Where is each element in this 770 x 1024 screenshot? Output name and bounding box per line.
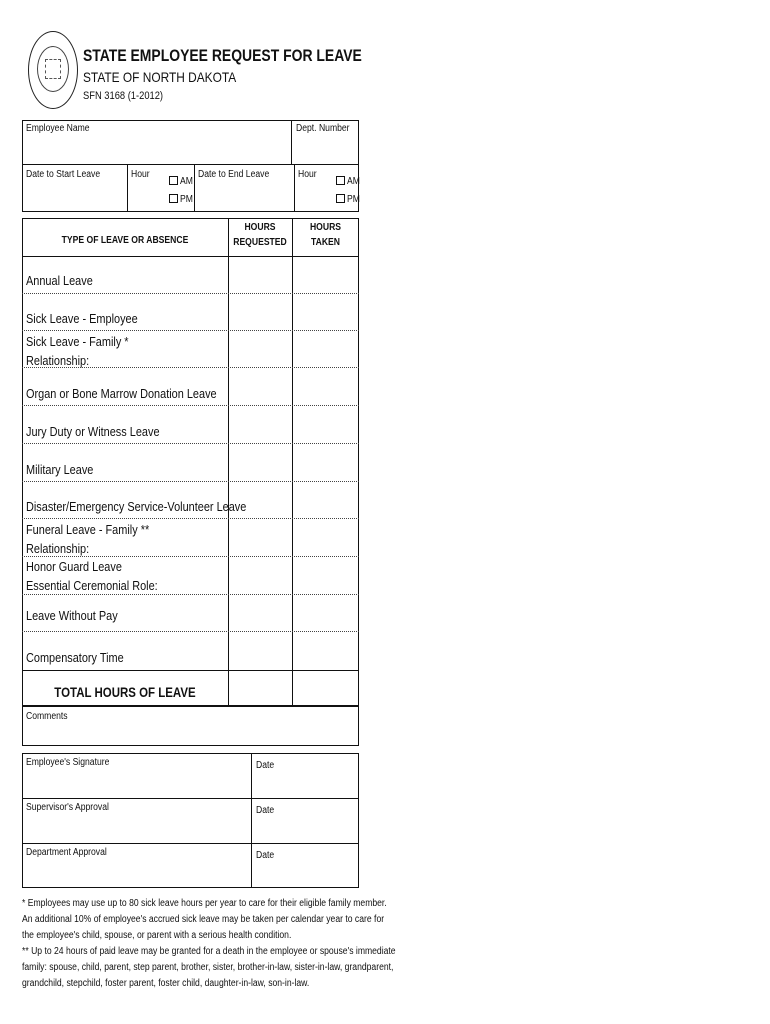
without-pay-hours-requested[interactable]: [229, 595, 291, 630]
end-am-label: AM: [347, 176, 360, 187]
funeral-hours-taken[interactable]: [293, 519, 358, 555]
military-hours-requested[interactable]: [229, 444, 291, 480]
leave-type-sick-family: Sick Leave - Family *: [26, 334, 129, 349]
employee-signature-label: Employee's Signature: [26, 757, 110, 768]
jury-duty-hours-taken[interactable]: [293, 406, 358, 442]
leave-type-annual: Annual Leave: [26, 273, 93, 288]
end-hour-label: Hour: [298, 169, 317, 180]
military-hours-taken[interactable]: [293, 444, 358, 480]
form-subtitle: STATE OF NORTH DAKOTA: [83, 69, 237, 85]
department-date-label: Date: [256, 850, 275, 861]
without-pay-hours-taken[interactable]: [293, 595, 358, 630]
end-date-label: Date to End Leave: [198, 169, 270, 180]
compensatory-hours-taken[interactable]: [293, 632, 358, 669]
employee-name-label: Employee Name: [26, 123, 90, 134]
start-am-checkbox[interactable]: [169, 176, 178, 185]
funeral-relationship: Relationship:: [26, 541, 90, 556]
sick-employee-hours-taken[interactable]: [293, 294, 358, 329]
disaster-hours-taken[interactable]: [293, 482, 358, 517]
sick-family-hours-requested[interactable]: [229, 331, 291, 366]
sick-family-relationship: Relationship:: [26, 353, 90, 368]
form-number: SFN 3168 (1-2012): [83, 90, 164, 102]
hours-requested-header: HOURS REQUESTED: [233, 222, 287, 248]
leave-type-honor-guard: Honor Guard Leave: [26, 559, 122, 574]
sick-family-hours-taken[interactable]: [293, 331, 358, 366]
state-seal-icon: [28, 31, 78, 109]
leave-type-funeral: Funeral Leave - Family **: [26, 522, 150, 537]
organ-donation-hours-requested[interactable]: [229, 368, 291, 404]
comments-label: Comments: [26, 711, 68, 722]
comments-field[interactable]: [22, 706, 359, 746]
hours-taken-header: HOURS TAKEN: [309, 222, 342, 248]
sick-employee-hours-requested[interactable]: [229, 294, 291, 329]
leave-type-jury-duty: Jury Duty or Witness Leave: [26, 424, 160, 439]
footnote-line-5: family: spouse, child, parent, step parent, brother, sister, brother-in-law, sister-in-law, grandparent,: [22, 962, 394, 973]
leave-type-compensatory: Compensatory Time: [26, 650, 124, 665]
funeral-hours-requested[interactable]: [229, 519, 291, 555]
start-pm-label: PM: [180, 194, 193, 205]
end-am-checkbox[interactable]: [336, 176, 345, 185]
leave-type-disaster: Disaster/Emergency Service-Volunteer Leave: [26, 499, 247, 514]
supervisor-date-label: Date: [256, 805, 275, 816]
end-pm-label: PM: [347, 194, 360, 205]
honor-guard-hours-taken[interactable]: [293, 557, 358, 593]
type-of-leave-header: TYPE OF LEAVE OR ABSENCE: [61, 235, 189, 246]
employee-date-label: Date: [256, 760, 275, 771]
footnote-line-3: the employee's child, spouse, or parent with a serious health condition.: [22, 930, 292, 941]
honor-guard-hours-requested[interactable]: [229, 557, 291, 593]
honor-guard-role: Essential Ceremonial Role:: [26, 578, 158, 593]
start-am-label: AM: [180, 176, 193, 187]
department-approval-label: Department Approval: [26, 847, 107, 858]
dept-number-label: Dept. Number: [296, 123, 350, 134]
total-hours-requested[interactable]: [229, 671, 291, 705]
jury-duty-hours-requested[interactable]: [229, 406, 291, 442]
footnote-line-1: * Employees may use up to 80 sick leave hours per year to care for their eligible family member.: [22, 898, 387, 909]
footnote-line-4: ** Up to 24 hours of paid leave may be granted for a death in the employee or spouse's immediate: [22, 946, 396, 957]
leave-type-military: Military Leave: [26, 462, 94, 477]
footnote-line-2: An additional 10% of employee's accrued sick leave may be taken per calendar year to care for: [22, 914, 385, 925]
total-hours-taken[interactable]: [293, 671, 358, 705]
form-title: STATE EMPLOYEE REQUEST FOR LEAVE: [83, 46, 362, 65]
disaster-hours-requested[interactable]: [229, 482, 291, 517]
start-pm-checkbox[interactable]: [169, 194, 178, 203]
annual-hours-taken[interactable]: [293, 257, 358, 292]
supervisor-approval-label: Supervisor's Approval: [26, 802, 109, 813]
annual-hours-requested[interactable]: [229, 257, 291, 292]
footnote-line-6: grandchild, stepchild, foster parent, foster child, daughter-in-law, son-in-law.: [22, 978, 310, 989]
leave-type-without-pay: Leave Without Pay: [26, 608, 118, 623]
leave-type-sick-employee: Sick Leave - Employee: [26, 311, 138, 326]
leave-type-organ-donation: Organ or Bone Marrow Donation Leave: [26, 386, 217, 401]
start-hour-label: Hour: [131, 169, 150, 180]
compensatory-hours-requested[interactable]: [229, 632, 291, 669]
organ-donation-hours-taken[interactable]: [293, 368, 358, 404]
start-date-label: Date to Start Leave: [26, 169, 101, 180]
end-pm-checkbox[interactable]: [336, 194, 345, 203]
total-hours-label: TOTAL HOURS OF LEAVE: [54, 684, 196, 700]
